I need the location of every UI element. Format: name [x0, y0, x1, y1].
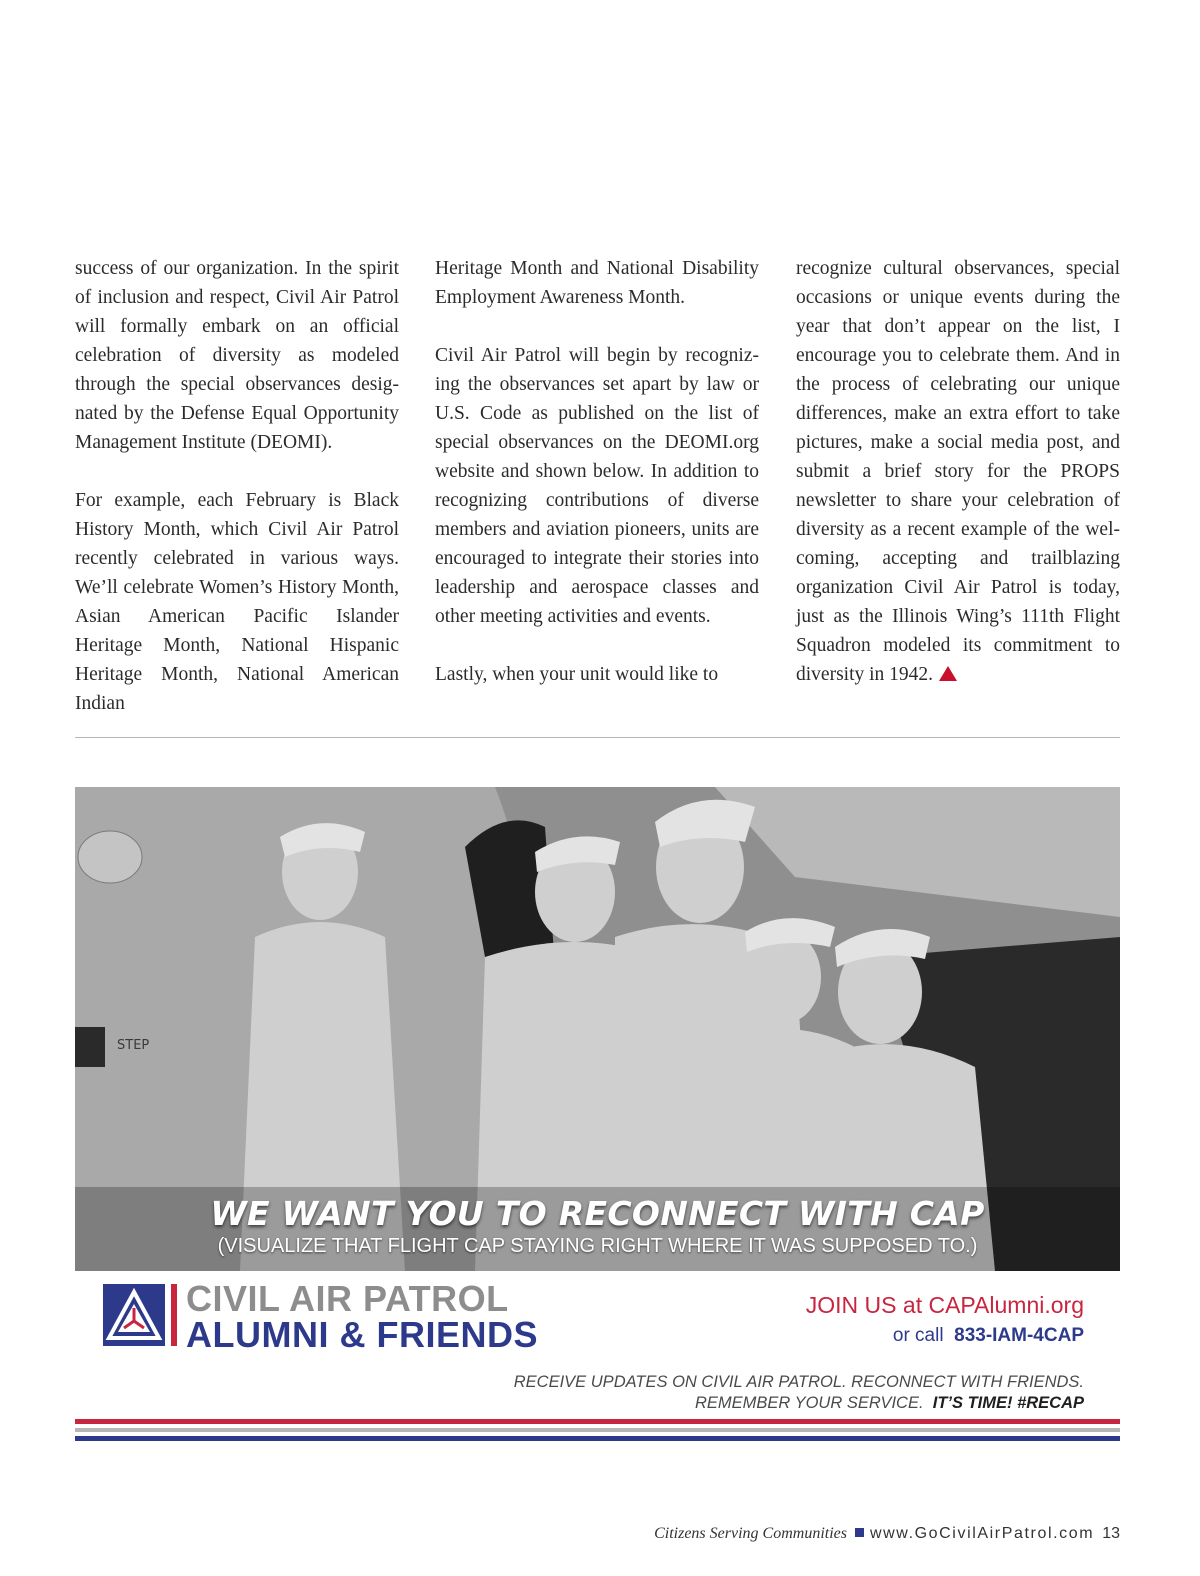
alumni-advertisement — [75, 787, 1120, 1451]
logo-accent-bar — [171, 1284, 177, 1346]
square-bullet-icon — [855, 1528, 864, 1537]
call-line — [893, 1325, 1084, 1347]
section-divider — [75, 737, 1120, 738]
article-column-1 — [75, 254, 399, 718]
article-paragraph: Civil Air Patrol will begin by recognizing the observances set apart by law or U.S. Code as published on the list of special observances on the DEOMI.org website and shown below. In addition to recognizing contributions of diverse members and aviation pioneers, units are encouraged to integrate their stories into leadership and aerospace classes and other meeting activities and events. — [435, 345, 759, 627]
red-stripe — [75, 1419, 1120, 1424]
gray-stripe — [75, 1428, 1120, 1432]
article-column-3 — [796, 254, 1120, 689]
article-text: recognize cultural observances, special occasions or unique events during the year that don’t appear on the list, I encourage you to celebrate them. And in the process of celebrating our unique differences, make an extra effort to take pictures, make a social media post, and submit a brief story for the PROPS newsletter to share your celebration of diversity as a recent example of the welcoming, accepting and trailblazing organization Civil Air Patrol is today, just as the Illinois Wing’s 111th Flight Squadron modeled its commitment to diversity in 1942. — [796, 258, 1120, 685]
cap-triangle-prop-icon — [103, 1284, 165, 1346]
tagline-text: REMEMBER YOUR SERVICE. — [694, 1394, 924, 1412]
page-footer — [654, 1525, 1120, 1543]
article-paragraph: Heritage Month and National Disability Employment Awareness Month. — [435, 258, 759, 308]
call-prefix: or call — [892, 1325, 944, 1346]
ad-tagline-2 — [695, 1394, 1084, 1413]
cadets-photo — [75, 787, 1120, 1271]
article-column-2 — [435, 254, 759, 689]
join-link[interactable]: JOIN US at CAPAlumni.org — [805, 1292, 1084, 1318]
brand-name: CIVIL AIR PATROL — [186, 1278, 509, 1319]
article-paragraph: For example, each February is Black History Month, which Civil Air Patrol recently celebrated in various ways. We’ll celebrate Women’s History Month, Asian American Pacific Islander Heritage Month, National Hispanic Heritage Month, National American Indian — [75, 490, 399, 714]
footer-motto: Citizens Serving Communities — [654, 1525, 847, 1542]
ad-headline: WE WANT YOU TO RECONNECT WITH CAP — [210, 1194, 985, 1233]
cap-logo-icon — [103, 1284, 165, 1346]
end-of-story-triangle-icon — [939, 666, 957, 681]
ad-tagline-1: RECEIVE UPDATES ON CIVIL AIR PATROL. RECONNECT WITH FRIENDS. — [513, 1373, 1084, 1391]
tagline-emphasis: IT’S TIME! #RECAP — [932, 1394, 1084, 1412]
article-paragraph: success of our organization. In the spirit of inclusion and respect, Civil Air Patrol will formally embark on an official celebration of diversity as modeled through the special observances designated by the Defense Equal Opportunity Management Institute (DEOMI). — [75, 258, 399, 453]
footer-url[interactable]: www.GoCivilAirPatrol.com — [869, 1525, 1095, 1542]
phone-number[interactable]: 833-IAM-4CAP — [954, 1325, 1084, 1346]
ad-subheadline: (VISUALIZE THAT FLIGHT CAP STAYING RIGHT WHERE IT WAS SUPPOSED TO.) — [217, 1235, 978, 1257]
fuselage-window — [78, 831, 142, 883]
page-number: 13 — [1102, 1525, 1120, 1542]
article-paragraph: Lastly, when your unit would like to — [435, 664, 719, 685]
blue-stripe — [75, 1436, 1120, 1441]
brand-subname: ALUMNI & FRIENDS — [186, 1314, 538, 1355]
step-stencil-text: STEP — [117, 1038, 150, 1053]
article-paragraph — [796, 254, 1120, 689]
step-plate — [75, 1027, 105, 1067]
